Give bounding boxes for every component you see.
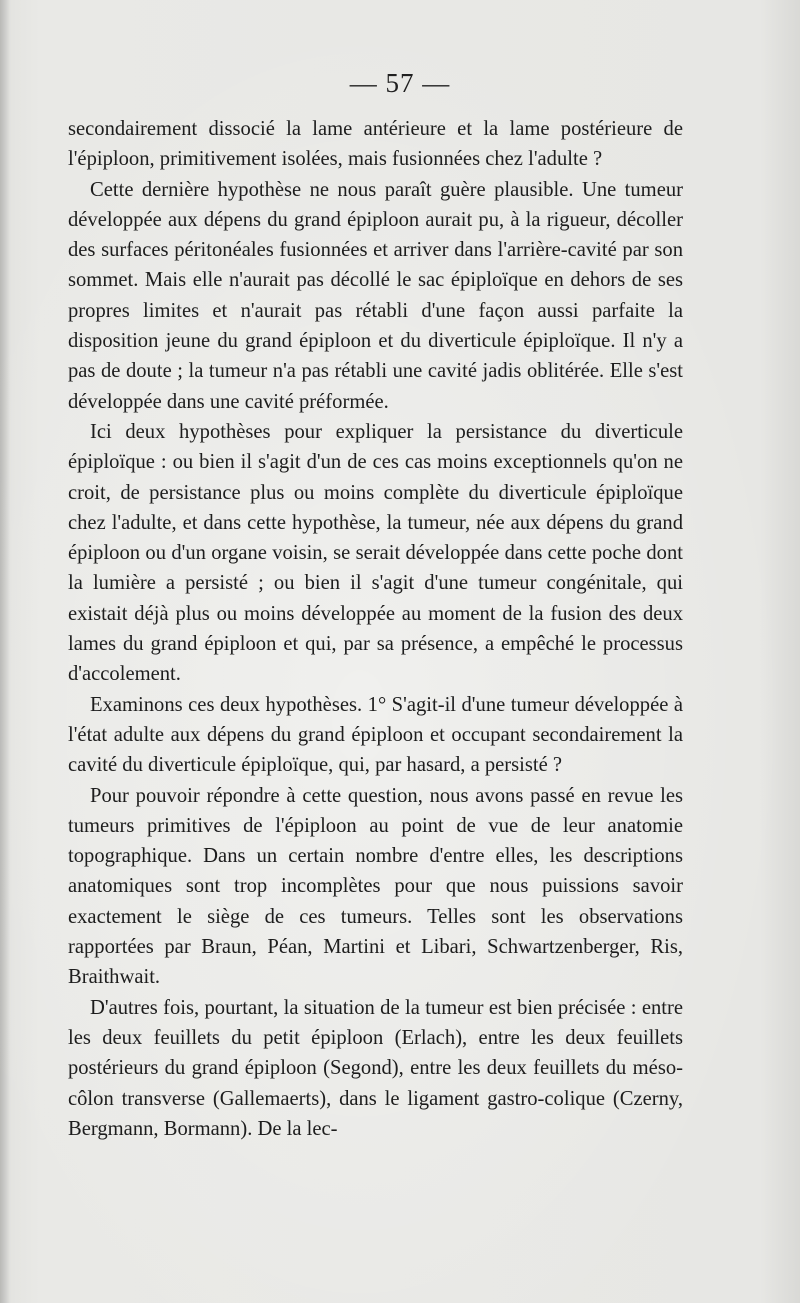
paragraph-continuation: secondairement dissocié la lame antérieure et la lame postérieure de l'épiploon, primitivement isolées, mais fusionnées chez l'adulte ? — [68, 118, 683, 171]
paragraph-two-hypotheses: Ici deux hypothèses pour expliquer la persistance du diverticule épiploïque : ou bien il s'agit d'un de ces cas moins exceptionnels qu'on ne croit, de persistance plus ou moins complète du diverticule épiploïque chez l'adulte, et dans cette hypothèse, la tumeur, née aux dépens du grand épiploon ou d'un organe voisin, se serait développée dans cette poche dont la lumière a persisté ; ou bien il s'agit d'une tumeur congénitale, qui existait déjà plus ou moins développée au moment de la fusion des deux lames du grand épiploon et qui, par sa présence, a empêché le processus d'accolement. — [68, 420, 683, 686]
body-text — [68, 114, 683, 1144]
paragraph-tumor-locations: D'autres fois, pourtant, la situation de la tumeur est bien précisée : entre les deux feuillets du petit épiploon (Erlach), entre les deux feuillets postérieurs du grand épiploon (Segond), entre les deux feuillets du méso-côlon transverse (Gallemaerts), dans le ligament gastro-colique (Czerny, Bergmann, Bormann). De la lec- — [68, 996, 683, 1140]
paragraph-review-of-tumors: Pour pouvoir répondre à cette question, nous avons passé en revue les tumeurs primitives de l'épiploon au point de vue de leur anatomie topographique. Dans un certain nombre d'entre elles, les descriptions anatomiques sont trop incomplètes pour que nous puissions savoir exactement le siège de ces tumeurs. Telles sont les observations rapportées par Braun, Péan, Martini et Libari, Schwartzenberger, Ris, Braithwait. — [68, 784, 683, 989]
paragraph-hypothesis-rejection: Cette dernière hypothèse ne nous paraît guère plausible. Une tumeur développée aux dépens du grand épiploon aurait pu, à la rigueur, décoller des surfaces péritonéales fusionnées et arriver dans l'arrière-cavité par son sommet. Mais elle n'aurait pas décollé le sac épiploïque en dehors de ses propres limites et n'aurait pas rétabli d'une façon aussi parfaite la disposition jeune du grand épiploon et du diverticule épiploïque. Il n'y a pas de doute ; la tumeur n'a pas rétabli une cavité jadis oblitérée. Elle s'est développée dans une cavité préformée. — [68, 178, 683, 413]
page-edge-shadow — [0, 0, 10, 1303]
paragraph-first-hypothesis: Examinons ces deux hypothèses. 1° S'agit-il d'une tumeur développée à l'état adulte aux dépens du grand épiploon et occupant secondairement la cavité du diverticule épiploïque, qui, par hasard, a persisté ? — [68, 693, 683, 777]
page-number: — 57 — — [349, 68, 451, 98]
